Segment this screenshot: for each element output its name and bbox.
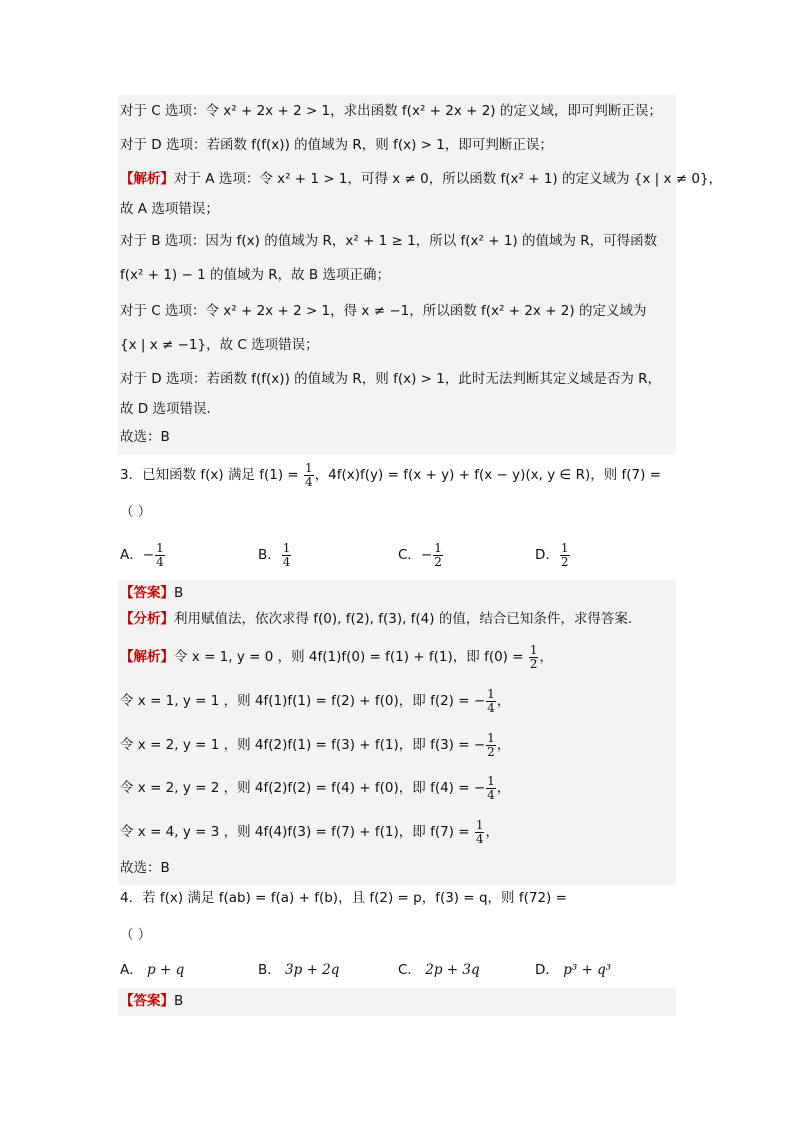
jiexi-d-line-1: 对于 D 选项：若函数 f(f(x)) 的值域为 R，则 f(x) > 1，此时无法判断其定义域是否为 R，	[120, 371, 662, 387]
q4-answer-background	[118, 988, 676, 1016]
q3-stem-part1: 3．已知函数 f(x) 满足 f(1) =	[120, 467, 304, 483]
fraction: $\frac{1}{2}$	[434, 540, 442, 569]
answer-value: B	[174, 993, 184, 1009]
minus-sign: −	[473, 737, 486, 753]
jiexi-c-line-1: 对于 C 选项：令 x² + 2x + 2 > 1，得 x ≠ −1，所以函数 f(x² + 2x + 2) 的定义域为	[120, 303, 647, 319]
q3-stem-part2: ，4f(x)f(y) = f(x + y) + f(x − y)(x, y ∈ R)，则 f(7) =	[314, 467, 661, 483]
c-option-hint: 对于 C 选项：令 x² + 2x + 2 > 1，求出函数 f(x² + 2x + 2) 的定义域，即可判断正误；	[120, 103, 662, 119]
q4-option-d[interactable]	[535, 960, 611, 980]
fraction: $\frac{1}{2}$	[560, 540, 569, 569]
answer-label: 【答案】	[120, 993, 174, 1009]
step-text: 令 x = 1, y = 0 ，则 4f(1)f(0) = f(1) + f(1)，即 f(0) =	[174, 649, 528, 665]
step-text: 令 x = 2, y = 2 ，则 4f(2)f(2) = f(4) + f(0)，即 f(4) =	[120, 780, 474, 796]
fraction: $\frac{1}{2}$	[529, 642, 538, 671]
jiexi-c-line-2: {x | x ≠ −1}，故 C 选项错误；	[120, 337, 319, 353]
answer-value: B	[174, 585, 184, 601]
jiexi-b-line-1: 对于 B 选项：因为 f(x) 的值域为 R，x² + 1 ≥ 1，所以 f(x² + 1) 的值域为 R，可得函数	[120, 233, 658, 249]
d-option-hint: 对于 D 选项：若函数 f(f(x)) 的值域为 R，则 f(x) > 1，即可判断正误；	[120, 137, 553, 153]
q3-step: 令 x = 4, y = 3 ，则 4f(4)f(3) = f(7) + f(1)，即 f(7) = $\frac{1}{4}$ ，	[120, 817, 499, 846]
q3-answer	[120, 583, 183, 603]
q3-step: 令 x = 1, y = 1 ，则 4f(1)f(1) = f(2) + f(0)，即 f(2) = − $\frac{1}{4}$ ，	[120, 686, 511, 715]
fraction: $\frac{1}{4}$	[282, 540, 291, 569]
option-label: A．	[120, 547, 143, 563]
q3-paren: （ ）	[120, 504, 152, 520]
fraction: $\frac{1}{4}$	[156, 540, 164, 569]
option-text: 3p + 2q	[280, 962, 340, 978]
q3-stem	[120, 458, 661, 492]
option-label: D．	[535, 547, 559, 563]
minus-sign: −	[473, 693, 486, 709]
step-text: 令 x = 4, y = 3 ，则 4f(4)f(3) = f(7) + f(1)，即 f(7) =	[120, 824, 474, 840]
minus-sign: −	[420, 547, 433, 563]
fenxi-text: 利用赋值法，依次求得 f(0), f(2), f(3), f(4) 的值，结合已知条件，求得答案.	[174, 611, 633, 627]
option-text: 2p + 3q	[420, 962, 480, 978]
minus-sign: −	[473, 780, 486, 796]
option-text: p + q	[142, 962, 185, 978]
option-label: D．	[535, 962, 559, 978]
q4-paren: （ ）	[120, 927, 152, 943]
fenxi-label: 【分析】	[120, 611, 174, 627]
jiexi-label: 【解析】	[120, 171, 174, 187]
q3-option-a[interactable]	[120, 538, 166, 572]
option-text: p³ + q³	[558, 962, 612, 978]
choose-answer-top: 故选：B	[120, 429, 170, 445]
option-label: A．	[120, 962, 143, 978]
fraction: $\frac{1}{2}$	[487, 730, 495, 759]
fraction: $\frac{1}{4}$	[475, 817, 484, 846]
q4-answer	[120, 991, 183, 1011]
q3-option-d[interactable]	[535, 538, 571, 572]
choose-answer-q3: 故选：B	[120, 860, 170, 876]
jiexi-a-line-2: 故 A 选项错误；	[120, 201, 219, 217]
option-label: B．	[258, 547, 281, 563]
option-label: C．	[398, 962, 421, 978]
step-text: 令 x = 1, y = 1 ，则 4f(1)f(1) = f(2) + f(0)，即 f(2) =	[120, 693, 474, 709]
jiexi-b-line-2: f(x² + 1) − 1 的值域为 R，故 B 选项正确；	[120, 267, 390, 283]
q4-option-c[interactable]	[398, 960, 480, 980]
answer-label: 【答案】	[120, 585, 174, 601]
fraction: $\frac{1}{4}$	[487, 686, 495, 715]
q4-stem: 4．若 f(x) 满足 f(ab) = f(a) + f(b)，且 f(2) = p，f(3) = q，则 f(72) =	[120, 890, 567, 906]
step-text: 令 x = 2, y = 1 ，则 4f(2)f(1) = f(3) + f(1)，即 f(3) =	[120, 737, 474, 753]
q3-step: 【解析】令 x = 1, y = 0 ，则 4f(1)f(0) = f(1) + f(1)，即 f(0) = $\frac{1}{2}$ ，	[120, 642, 553, 671]
q3-stem-fraction: $\frac{1}{4}$	[305, 460, 313, 489]
minus-sign: −	[142, 547, 155, 563]
fraction: $\frac{1}{4}$	[487, 773, 495, 802]
q3-option-b[interactable]	[258, 538, 292, 572]
option-label: B．	[258, 962, 281, 978]
jiexi-a-line-1	[120, 169, 722, 189]
jiexi-label: 【解析】	[120, 649, 174, 665]
q3-option-c[interactable]	[398, 538, 444, 572]
q3-step: 令 x = 2, y = 2 ，则 4f(2)f(2) = f(4) + f(0)，即 f(4) = − $\frac{1}{4}$ ，	[120, 773, 511, 802]
jiexi-d-line-2: 故 D 选项错误.	[120, 401, 211, 417]
q4-option-a[interactable]	[120, 960, 184, 980]
q4-option-b[interactable]	[258, 960, 339, 980]
option-label: C．	[398, 547, 421, 563]
q3-step: 令 x = 2, y = 1 ，则 4f(2)f(1) = f(3) + f(1)，即 f(3) = − $\frac{1}{2}$ ，	[120, 730, 511, 759]
jiexi-a-text: 对于 A 选项：令 x² + 1 > 1，可得 x ≠ 0，所以函数 f(x² + 1) 的定义域为 {x | x ≠ 0}，	[174, 171, 723, 187]
q3-analysis	[120, 609, 632, 629]
